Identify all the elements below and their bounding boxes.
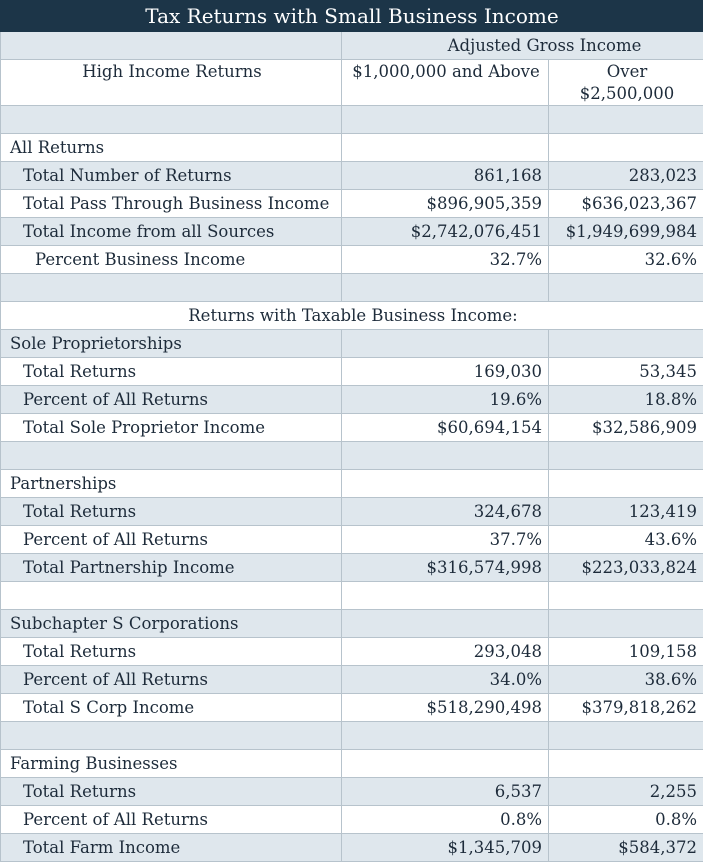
table-row: Total Pass Through Business Income $896,905,359 $636,023,367 [1, 190, 703, 218]
section-label: Farming Businesses [1, 750, 342, 778]
section-header [1, 750, 703, 778]
table-row: Total Income from all Sources $2,742,076,451 $1,949,699,984 [1, 218, 703, 246]
col2-header: Over $2,500,000 [549, 60, 703, 106]
table-row: Percent Business Income 32.7% 32.6% [1, 246, 703, 274]
taxable-heading: Returns with Taxable Business Income: [1, 302, 703, 330]
section-label: Sole Proprietorships [1, 330, 342, 358]
spacer-row [1, 442, 703, 470]
table-row: Total Partnership Income $316,574,998 $223,033,824 [1, 554, 703, 582]
table-row: Total Farm Income $1,345,709 $584,372 [1, 834, 703, 862]
table-row: Percent of All Returns 34.0% 38.6% [1, 666, 703, 694]
agi-group-label: Adjusted Gross Income [342, 32, 703, 60]
table-row: Total Returns 324,678 123,419 [1, 498, 703, 526]
section-header [1, 330, 703, 358]
section-header [1, 134, 703, 162]
row-header: High Income Returns [1, 60, 342, 106]
spacer-row [1, 722, 703, 750]
table-row: Total Returns 6,537 2,255 [1, 778, 703, 806]
spacer-row [1, 106, 703, 134]
table-row: Total Returns 169,030 53,345 [1, 358, 703, 386]
section-label: Partnerships [1, 470, 342, 498]
group-header-row [1, 32, 703, 60]
taxable-heading-row [1, 302, 703, 330]
section-label: All Returns [1, 134, 342, 162]
table-row: Total Sole Proprietor Income $60,694,154 $32,586,909 [1, 414, 703, 442]
spacer-row [1, 274, 703, 302]
title-row [1, 1, 703, 32]
table-row: Total Returns 293,048 109,158 [1, 638, 703, 666]
column-header-row [1, 60, 703, 106]
section-header [1, 610, 703, 638]
table-row: Percent of All Returns 0.8% 0.8% [1, 806, 703, 834]
table-row: Percent of All Returns 19.6% 18.8% [1, 386, 703, 414]
section-header [1, 470, 703, 498]
section-label: Subchapter S Corporations [1, 610, 342, 638]
table-row: Total Number of Returns 861,168 283,023 [1, 162, 703, 190]
table-row: Total S Corp Income $518,290,498 $379,818,262 [1, 694, 703, 722]
table-title: Tax Returns with Small Business Income [1, 1, 703, 32]
col1-header: $1,000,000 and Above [342, 60, 549, 106]
spacer-row [1, 582, 703, 610]
table-row: Percent of All Returns 37.7% 43.6% [1, 526, 703, 554]
